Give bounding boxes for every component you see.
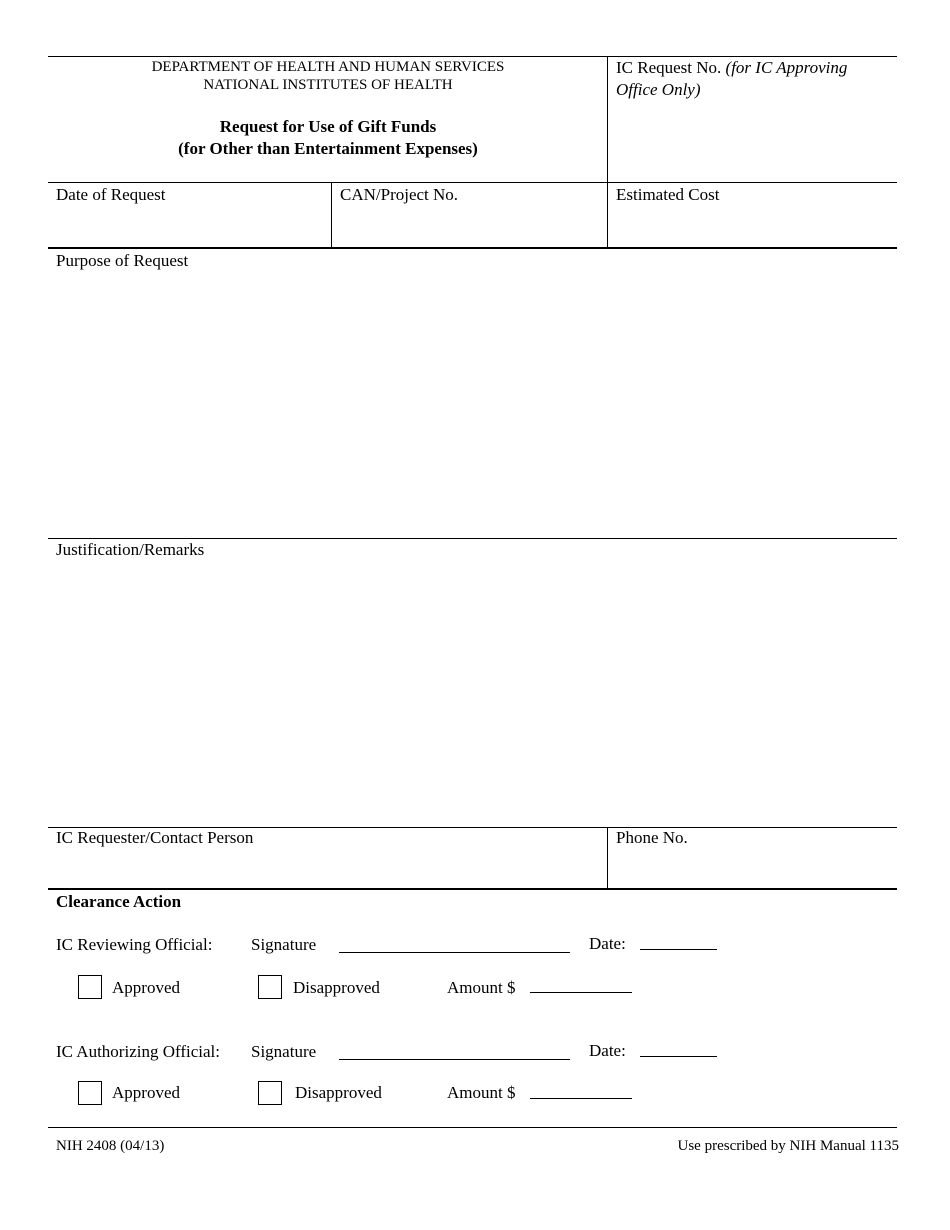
reviewing-approved-label: Approved [112,978,180,997]
nih-manual-reference: Use prescribed by NIH Manual 1135 [677,1138,899,1154]
form-number: NIH 2408 (04/13) [56,1138,165,1154]
form-subtitle: (for Other than Entertainment Expenses) [178,139,478,158]
phone-no-label: Phone No. [616,828,688,847]
can-project-no-label: CAN/Project No. [340,185,459,204]
ic-request-no-field[interactable] [610,102,895,180]
date-of-request-field[interactable] [50,206,328,246]
ic-requester-contact-field[interactable] [50,850,604,886]
justification-remarks-field[interactable] [50,563,895,825]
ic-requester-contact-label: IC Requester/Contact Person [56,828,254,847]
clearance-action-heading: Clearance Action [56,892,182,911]
authorizing-date-label: Date: [589,1041,626,1060]
authorizing-amount-line[interactable] [530,1098,632,1099]
date-of-request-label: Date of Request [56,185,166,204]
row1-bottom-border [48,247,897,249]
estimated-cost-field[interactable] [610,206,895,246]
authorizing-approved-label: Approved [112,1083,180,1102]
reviewing-disapproved-checkbox[interactable] [258,975,282,999]
reviewing-date-line[interactable] [640,949,717,950]
purpose-of-request-label: Purpose of Request [56,251,189,270]
ic-request-label-text: IC Request No. [616,58,722,77]
ic-request-note-2: Office Only) [616,80,701,99]
reviewing-signature-label: Signature [251,935,317,954]
authorizing-disapproved-label: Disapproved [295,1083,382,1102]
form-title: Request for Use of Gift Funds [219,117,437,136]
footer-border [48,1127,897,1128]
reviewing-date-label: Date: [589,934,626,953]
authorizing-approved-checkbox[interactable] [78,1081,102,1105]
authorizing-date-line[interactable] [640,1056,717,1057]
authorizing-amount-label: Amount $ [447,1083,516,1102]
justification-remarks-label: Justification/Remarks [56,540,205,559]
reviewing-amount-label: Amount $ [447,978,516,997]
reviewing-approved-checkbox[interactable] [78,975,102,999]
can-project-no-field[interactable] [334,206,604,246]
department-name: DEPARTMENT OF HEALTH AND HUMAN SERVICES [151,59,505,75]
authorizing-disapproved-checkbox[interactable] [258,1081,282,1105]
authorizing-signature-line[interactable] [339,1059,570,1060]
ic-authorizing-official-label: IC Authorizing Official: [56,1042,220,1061]
contact-bottom-border [48,888,897,890]
ic-request-no-label [616,57,847,79]
reviewing-amount-line[interactable] [530,992,632,993]
row1-divider-1 [331,182,332,248]
authorizing-signature-label: Signature [251,1042,317,1061]
phone-no-field[interactable] [610,850,895,886]
estimated-cost-label: Estimated Cost [616,185,720,204]
institute-name: NATIONAL INSTITUTES OF HEALTH [203,77,453,93]
ic-reviewing-official-label: IC Reviewing Official: [56,935,213,954]
reviewing-signature-line[interactable] [339,952,570,953]
ic-request-note-1: (for IC Approving [725,58,848,77]
reviewing-disapproved-label: Disapproved [293,978,380,997]
purpose-of-request-field[interactable] [50,274,895,536]
contact-divider [607,827,608,889]
row1-top-border [48,182,897,183]
